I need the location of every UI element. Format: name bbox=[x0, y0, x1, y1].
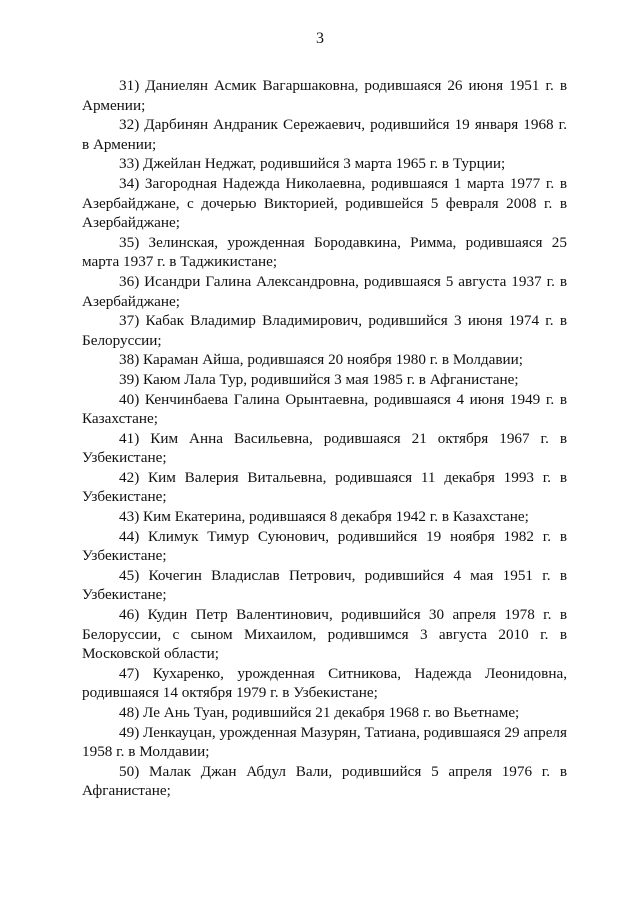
list-item-35: 35) Зелинская, урожденная Бородавкина, Римма, родившаяся 25 марта 1937 г. в Таджикистане; bbox=[82, 233, 567, 271]
list-item-45: 45) Кочегин Владислав Петрович, родившийся 4 мая 1951 г. в Узбекистане; bbox=[82, 566, 567, 604]
list-item-33: 33) Джейлан Неджат, родившийся 3 марта 1965 г. в Турции; bbox=[119, 155, 506, 173]
list-item-46: 46) Кудин Петр Валентинович, родившийся 30 апреля 1978 г. в Белоруссии, с сыном Михаилом, родившимся 3 августа 2010 г. в Московской области; bbox=[82, 606, 567, 663]
list-item-38: 38) Караман Айша, родившаяся 20 ноября 1980 г. в Молдавии; bbox=[119, 351, 524, 369]
page-number: 3 bbox=[316, 30, 324, 47]
list-item-36: 36) Исандри Галина Александровна, родившаяся 5 августа 1937 г. в Азербайджане; bbox=[82, 272, 567, 310]
list-item-34: 34) Загородная Надежда Николаевна, родившаяся 1 марта 1977 г. в Азербайджане, с дочерью Викторией, родившейся 5 февраля 2008 г. в Азербайджане; bbox=[82, 174, 567, 232]
list-item-31: 31) Даниелян Асмик Вагаршаковна, родившаяся 26 июня 1951 г. в Армении; bbox=[82, 77, 567, 114]
list-item-39: 39) Каюм Лала Тур, родившийся 3 мая 1985 г. в Афганистане; bbox=[119, 370, 519, 388]
list-item-37: 37) Кабак Владимир Владимирович, родившийся 3 июня 1974 г. в Белоруссии; bbox=[82, 312, 567, 349]
list-item-49: 49) Ленкауцан, урожденная Мазурян, Татиана, родившаяся 29 апреля 1958 г. в Молдавии; bbox=[82, 723, 567, 761]
list-item-32: 32) Дарбинян Андраник Сережаевич, родившийся 19 января 1968 г. в Армении; bbox=[82, 116, 567, 153]
list-item-48: 48) Ле Ань Туан, родившийся 21 декабря 1968 г. во Вьетнаме; bbox=[119, 704, 520, 721]
list-item-47: 47) Кухаренко, урожденная Ситникова, Надежда Леонидовна, родившаяся 14 октября 1979 г. в Узбекистане; bbox=[82, 664, 567, 702]
entry-list bbox=[82, 76, 567, 801]
list-item-44: 44) Климук Тимур Суюнович, родившийся 19 ноября 1982 г. в Узбекистане; bbox=[82, 527, 567, 565]
list-item-41: 41) Ким Анна Васильевна, родившаяся 21 октября 1967 г. в Узбекистане; bbox=[82, 429, 567, 467]
list-item-43: 43) Ким Екатерина, родившаяся 8 декабря 1942 г. в Казахстане; bbox=[119, 508, 529, 526]
list-item-50: 50) Малак Джан Абдул Вали, родившийся 5 апреля 1976 г. в Афганистане; bbox=[82, 762, 567, 800]
list-item-40: 40) Кенчинбаева Галина Орынтаевна, родившаяся 4 июня 1949 г. в Казахстане; bbox=[82, 390, 567, 428]
list-item-42: 42) Ким Валерия Витальевна, родившаяся 11 декабря 1993 г. в Узбекистане; bbox=[82, 468, 567, 506]
